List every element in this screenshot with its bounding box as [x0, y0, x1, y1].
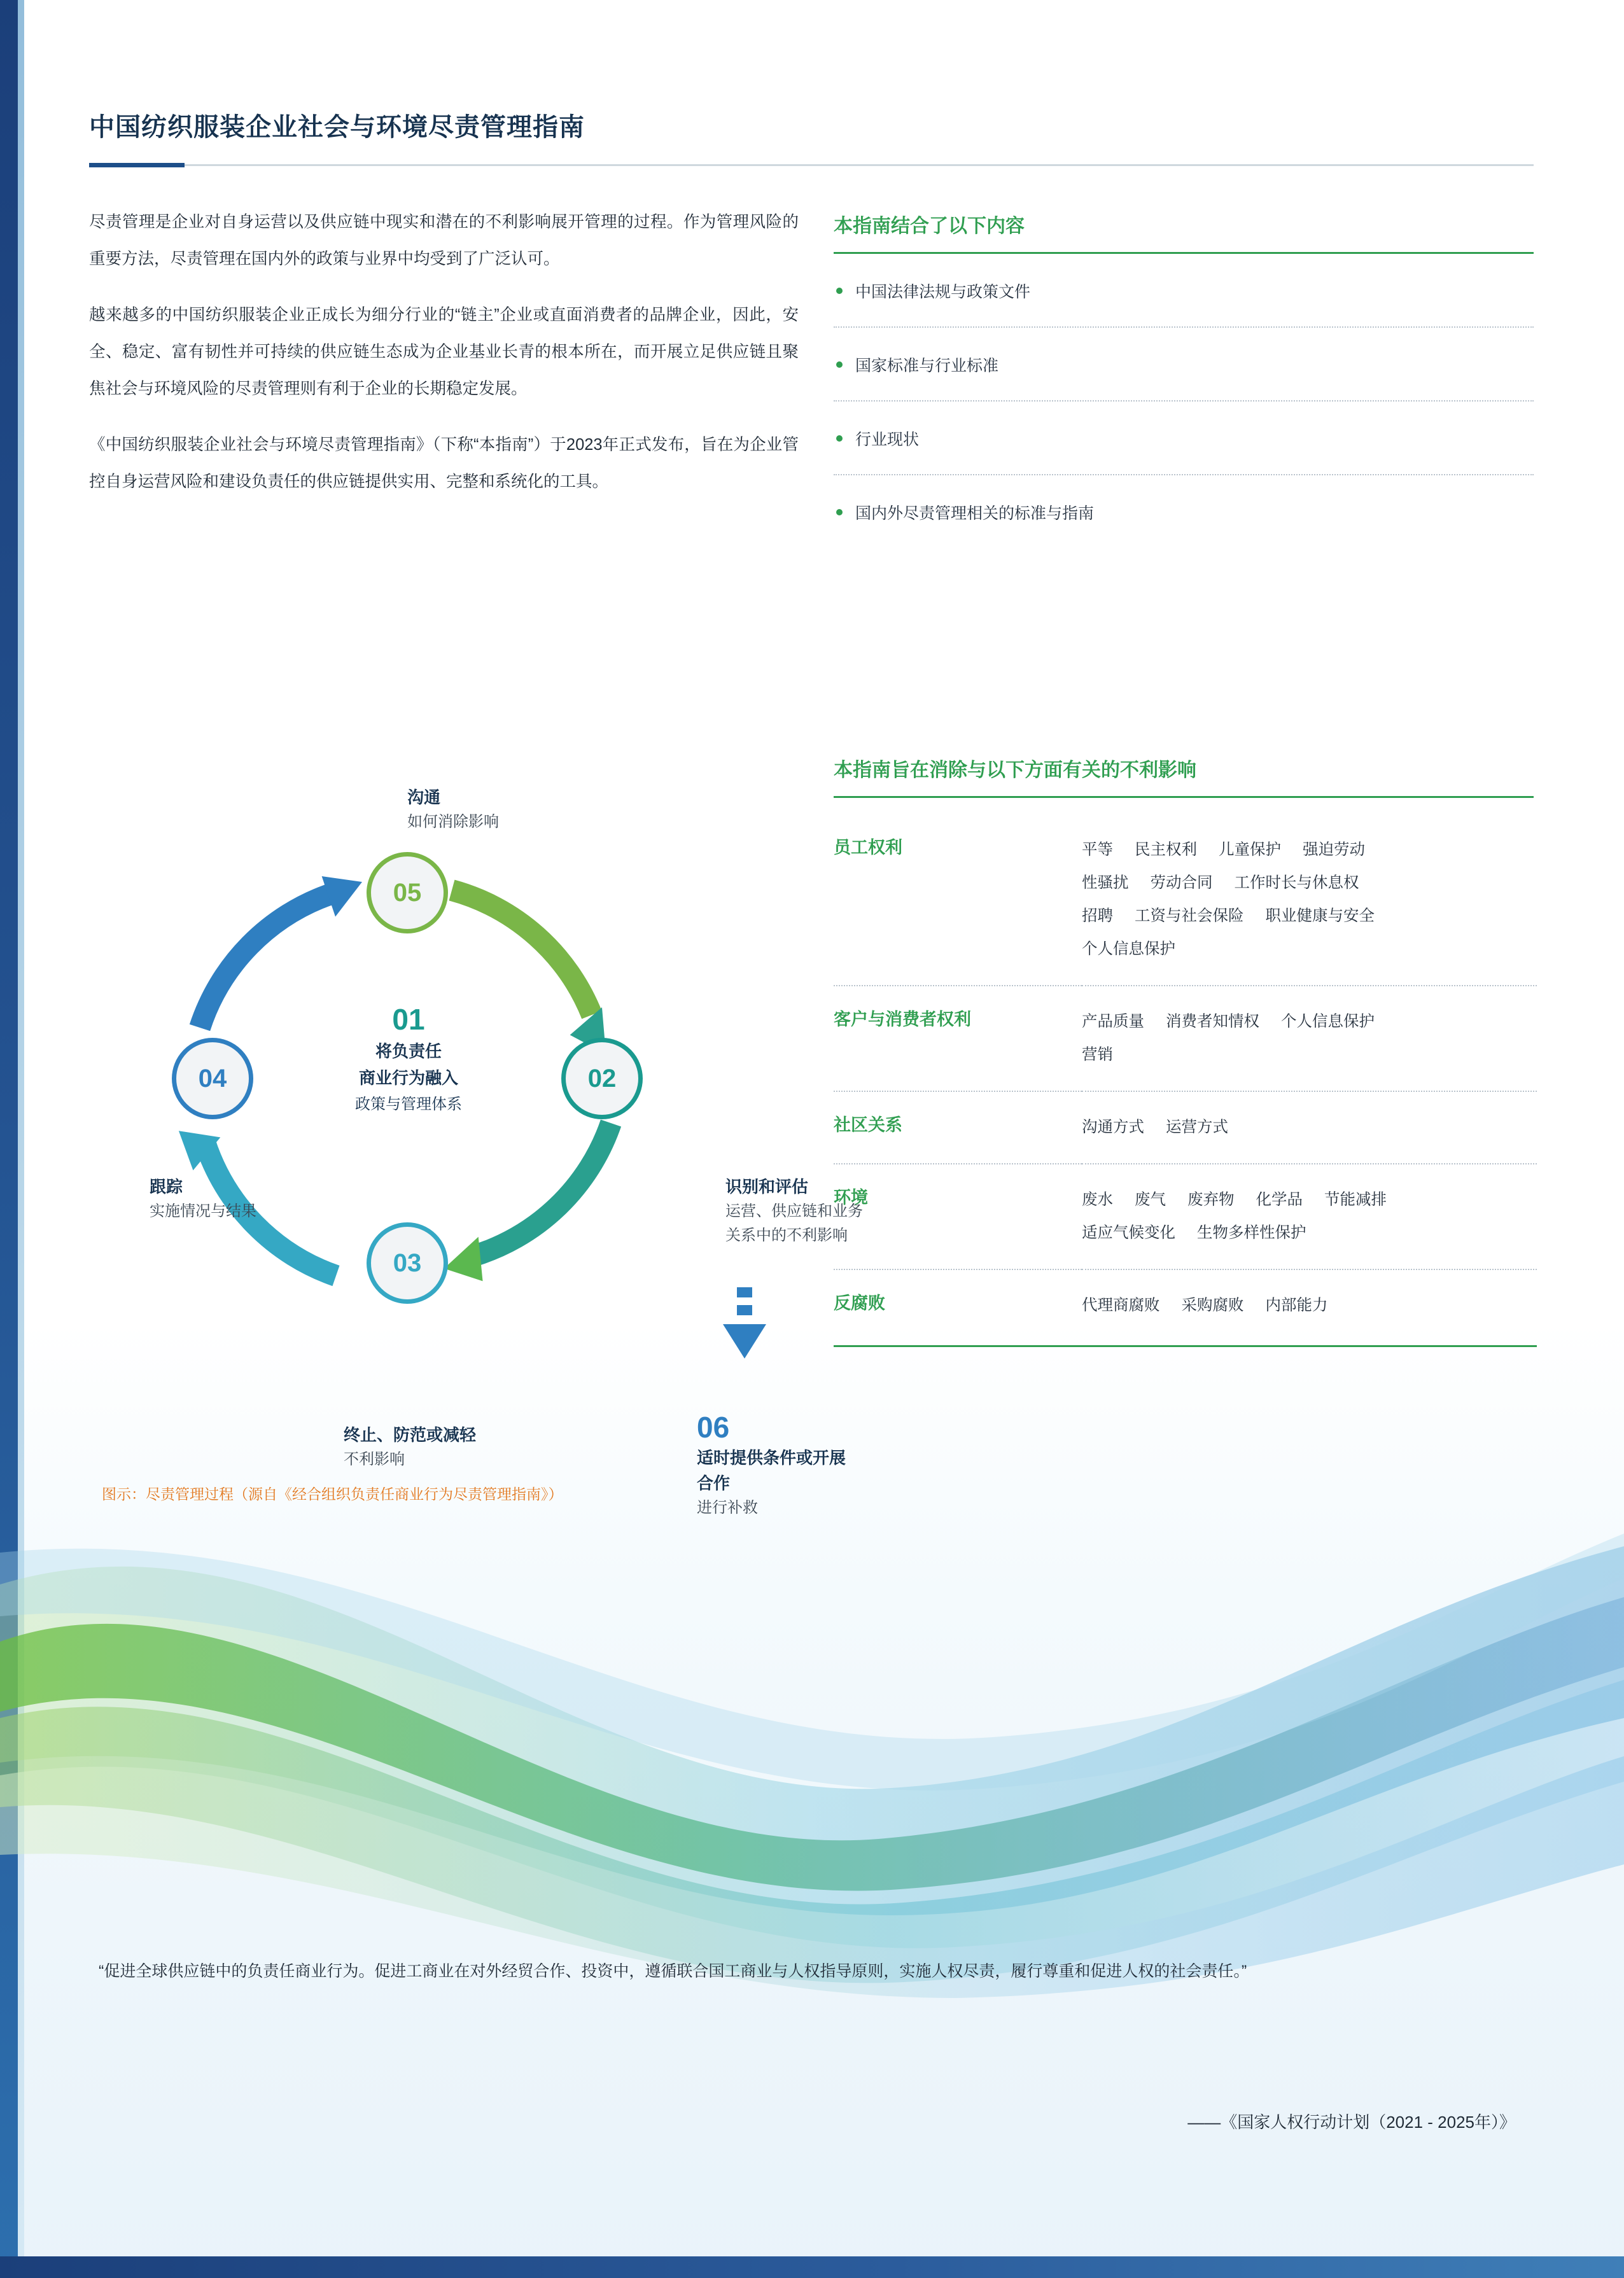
cycle-label-05-heading: 沟通: [407, 788, 441, 807]
impacts-category: 环境: [834, 1164, 1082, 1269]
impact-item: 个人信息保护: [1281, 1013, 1375, 1030]
page-title: 中国纺织服装企业社会与环境尽责管理指南: [89, 113, 585, 141]
impacts-category: 员工权利: [834, 814, 1082, 986]
includes-list: [834, 254, 1534, 548]
diagram-caption: 图示：尽责管理过程（源自《经合组织负责任商业行为尽责管理指南》）: [102, 1486, 563, 1502]
impacts-items: [1082, 1091, 1537, 1164]
impact-item: 废气: [1135, 1191, 1166, 1208]
impact-item: 沟通方式: [1082, 1119, 1144, 1136]
impacts-items: [1082, 986, 1537, 1091]
impact-item: 招聘: [1082, 907, 1113, 925]
impact-item: 采购腐败: [1181, 1297, 1244, 1314]
impact-item: 工作时长与休息权: [1234, 874, 1359, 891]
cycle-label-04-sub: 实施情况与结果: [150, 1203, 256, 1220]
impact-item: 内部能力: [1265, 1297, 1328, 1314]
impacts-category: 社区关系: [834, 1091, 1082, 1164]
cycle-label-06-heading: 适时提供条件或开展合作: [697, 1448, 846, 1493]
down-arrow-icon: [723, 1287, 766, 1359]
impact-item: 适应气候变化: [1082, 1224, 1175, 1241]
impact-item: 工资与社会保险: [1135, 907, 1244, 925]
includes-section: [834, 210, 1534, 548]
cycle-node-03: 03: [367, 1222, 448, 1304]
cycle-label-03: [344, 1422, 476, 1472]
list-item: 行业现状: [834, 402, 1534, 475]
list-item: 国家标准与行业标准: [834, 328, 1534, 402]
table-row: [834, 1269, 1537, 1341]
title-divider-accent: [89, 163, 185, 167]
intro-text-column: [89, 204, 799, 519]
cycle-label-02-heading: 识别和评估: [725, 1177, 809, 1196]
impacts-category: 反腐败: [834, 1294, 885, 1313]
cycle-label-06-sub: 进行补救: [697, 1499, 758, 1516]
page-bottom-bar: [0, 2256, 1624, 2278]
table-row: [834, 1164, 1537, 1269]
intro-paragraph-1: 尽责管理是企业对自身运营以及供应链中现实和潜在的不利影响展开管理的过程。作为管理风险的重要方法，尽责管理在国内外的政策与业界中均受到了广泛认可。: [89, 213, 799, 268]
cycle-label-02-sub: 运营、供应链和业务关系中的不利影响: [725, 1203, 863, 1244]
impacts-table: [834, 814, 1537, 1341]
table-row: [834, 986, 1537, 1091]
impact-item: 运营方式: [1166, 1119, 1228, 1136]
cycle-nodes: [172, 856, 643, 1327]
includes-title: 本指南结合了以下内容: [834, 216, 1025, 237]
cycle-center-line1: 将负责任: [375, 1042, 442, 1061]
impact-item: 消费者知情权: [1166, 1013, 1259, 1030]
cycle-center-line3: 政策与管理体系: [355, 1096, 462, 1113]
impacts-category: 客户与消费者权利: [834, 986, 1082, 1091]
impact-item: 营销: [1082, 1046, 1113, 1063]
cycle-center-line2: 商业行为融入: [358, 1068, 458, 1087]
impact-item: 生物多样性保护: [1197, 1224, 1306, 1241]
list-item: 中国法律法规与政策文件: [834, 254, 1534, 328]
cycle-center-number: 01: [392, 1003, 425, 1036]
impact-item: 个人信息保护: [1082, 940, 1175, 958]
cycle-node-05: 05: [367, 852, 448, 933]
impacts-title: 本指南旨在消除与以下方面有关的不利影响: [834, 760, 1196, 781]
pull-quote-source: ——《国家人权行动计划（2021 - 2025年）》: [1187, 2113, 1516, 2132]
cycle-label-04: [150, 1174, 256, 1224]
impacts-title-rule: [834, 796, 1534, 798]
impact-item: 平等: [1082, 841, 1113, 858]
cycle-label-05-sub: 如何消除影响: [407, 813, 499, 830]
cycle-label-05: [407, 785, 499, 834]
impact-item: 节能减排: [1324, 1191, 1387, 1208]
table-row: [834, 1091, 1537, 1164]
impact-item: 性骚扰: [1082, 874, 1129, 891]
impacts-items: [1082, 814, 1537, 986]
title-divider: [89, 164, 1534, 166]
cycle-node-04: 04: [172, 1038, 253, 1119]
intro-paragraph-3: 《中国纺织服装企业社会与环境尽责管理指南》（下称“本指南”）于2023年正式发布，旨在为企业管控自身运营风险和建设负责任的供应链提供实用、完整和系统化的工具。: [89, 436, 799, 491]
wave-graphic: [0, 1508, 1624, 1998]
impact-item: 民主权利: [1135, 841, 1197, 858]
cycle-label-03-sub: 不利影响: [344, 1451, 405, 1468]
impact-item: 代理商腐败: [1082, 1297, 1160, 1314]
impact-item: 化学品: [1256, 1191, 1303, 1208]
wave-decoration: [0, 1508, 1624, 1998]
impacts-items: [1082, 1164, 1537, 1269]
cycle-label-04-heading: 跟踪: [150, 1177, 183, 1196]
intro-paragraph-2: 越来越多的中国纺织服装企业正成长为细分行业的“链主”企业或直面消费者的品牌企业，因此，安全、稳定、富有韧性并可持续的供应链生态成为企业基业长青的根本所在，而开展立足供应链且聚焦社会与环境风险的尽责管理则有利于企业的长期稳定发展。: [89, 306, 799, 398]
cycle-label-03-heading: 终止、防范或减轻: [344, 1425, 477, 1444]
cycle-node-02: 02: [561, 1038, 643, 1119]
impact-item: 强迫劳动: [1303, 841, 1365, 858]
impact-item: 职业健康与安全: [1265, 907, 1375, 925]
cycle-label-02: [725, 1174, 872, 1248]
impact-item: 废弃物: [1187, 1191, 1235, 1208]
cycle-label-06: [697, 1409, 856, 1520]
impacts-bottom-rule: [834, 1345, 1537, 1347]
cycle-center-label: [319, 1001, 498, 1118]
impact-item: 儿童保护: [1219, 841, 1281, 858]
impact-item: 产品质量: [1082, 1013, 1144, 1030]
impact-item: 废水: [1082, 1191, 1113, 1208]
impact-item: 劳动合同: [1150, 874, 1213, 891]
cycle-node-06: 06: [697, 1411, 730, 1444]
impacts-section: [834, 754, 1537, 1347]
list-item: 国内外尽责管理相关的标准与指南: [834, 475, 1534, 548]
table-row: [834, 814, 1537, 986]
pull-quote: “促进全球供应链中的负责任商业行为。促进工商业在对外经贸合作、投资中，遵循联合国工商业与人权指导原则，实施人权尽责，履行尊重和促进人权的社会责任。”: [99, 1962, 1247, 1980]
impacts-items: [1082, 1269, 1537, 1341]
